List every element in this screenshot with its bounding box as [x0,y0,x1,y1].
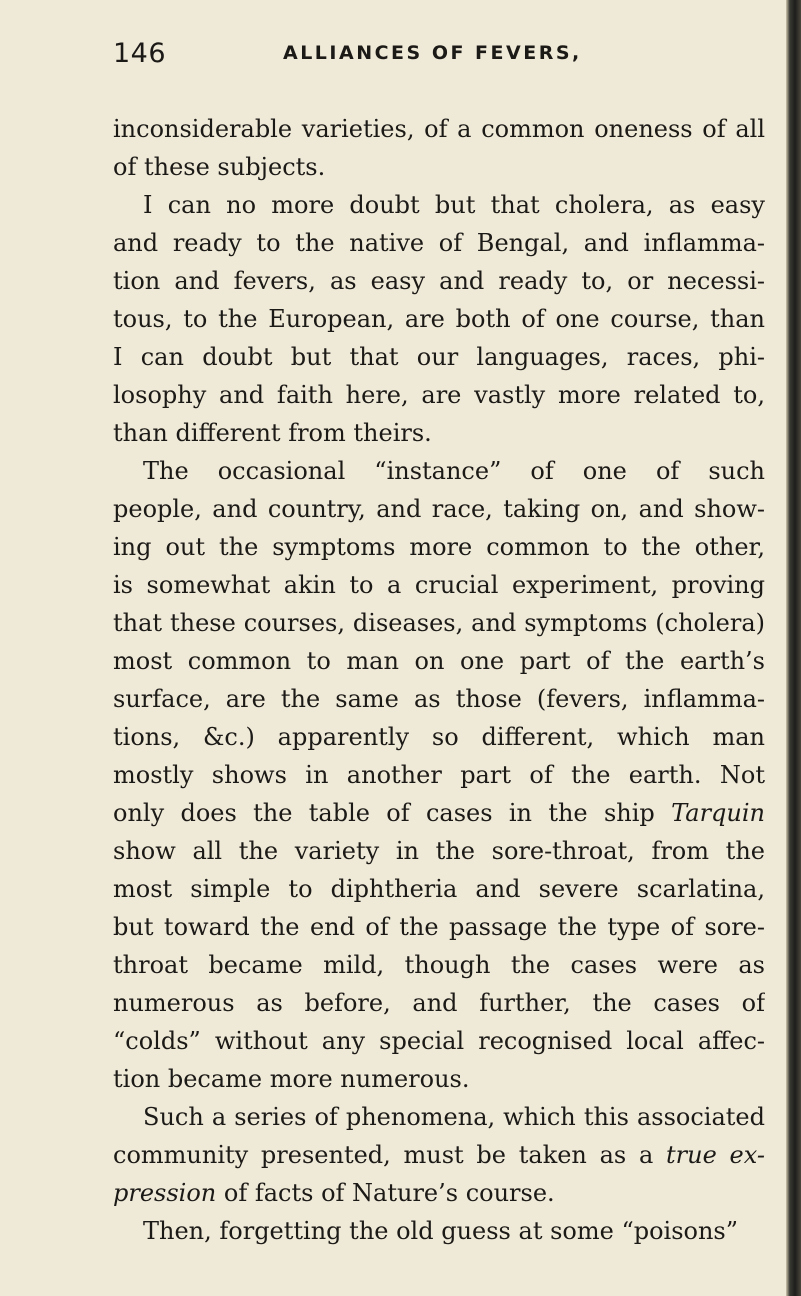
text-line: is somewhat akin to a crucial experiment, proving [113,571,765,599]
text-line: tous, to the European, are both of one course, than [113,305,765,333]
text-line: tion became more numerous. [113,1065,470,1093]
text-line: mostly shows in another part of the earth. Not [113,761,765,789]
running-head-title: ALLIANCES OF FEVERS, [283,42,582,64]
text-line: Such a series of phenomena, which this associated [143,1103,765,1131]
ship-name: Tarquin [671,799,765,827]
text-line: The occasional “instance” of one of such [143,457,765,485]
text-line: people, and country, and race, taking on, and show- [113,495,765,523]
text-line [113,1174,765,1212]
italic-phrase: true ex- [666,1141,765,1169]
text-line: that these courses, diseases, and symptoms (cholera) [113,609,765,637]
text-line-start: only does the table of cases in the ship [113,799,655,827]
body-text [113,110,765,1250]
italic-phrase: pression [113,1179,217,1207]
text-line: than different from theirs. [113,419,432,447]
text-line: “colds” without any special recognised local affec- [113,1027,765,1055]
text-line: I can doubt but that our languages, races, phi- [113,343,765,371]
text-line: surface, are the same as those (fevers, inflamma- [113,685,765,713]
text-line: throat became mild, though the cases were as [113,951,765,979]
text-line: but toward the end of the passage the type of sore- [113,913,765,941]
running-head [113,38,673,78]
text-line: and ready to the native of Bengal, and inflamma- [113,229,765,257]
text-line: losophy and faith here, are vastly more related to, [113,381,765,409]
text-line: inconsiderable varieties, of a common oneness of all [113,115,765,143]
text-line: most simple to diphtheria and severe scarlatina, [113,875,765,903]
text-line: show all the variety in the sore-throat, from the [113,837,765,865]
text-line: tion and fevers, as easy and ready to, or necessi- [113,267,765,295]
text-line-end: of facts of Nature’s course. [223,1179,555,1207]
text-line: Then, forgetting the old guess at some “poisons” [143,1217,739,1245]
text-line: of these subjects. [113,153,326,181]
text-line-start: community presented, must be taken as a [113,1141,654,1169]
text-line: ing out the symptoms more common to the other, [113,533,765,561]
adjacent-page-edge [786,0,801,1296]
text-line [113,1136,765,1174]
text-line: tions, &c.) apparently so different, which man [113,723,765,751]
text-line: numerous as before, and further, the cases of [113,989,765,1017]
page-number: 146 [113,38,167,69]
text-line: I can no more doubt but that cholera, as easy [143,191,765,219]
text-line: most common to man on one part of the earth’s [113,647,765,675]
text-line [113,794,765,832]
